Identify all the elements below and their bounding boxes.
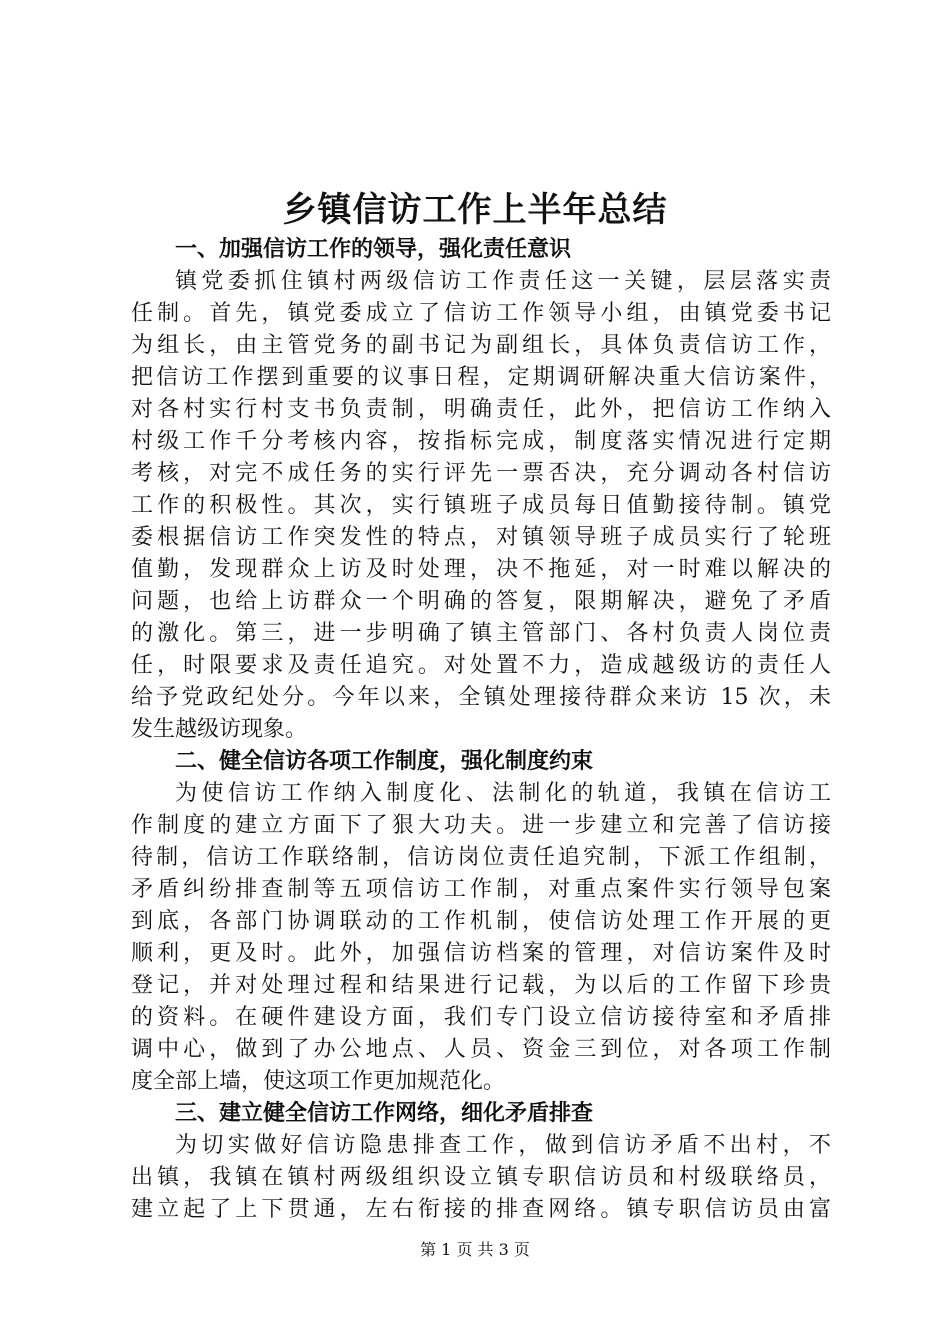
paragraph-line: 顺利，更及时。此外，加强信访档案的管理，对信访案件及时: [131, 941, 831, 966]
paragraph-line: 考核，对完不成任务的实行评先一票否决，充分调动各村信访: [131, 461, 831, 486]
paragraph-line: 给予党政纪处分。今年以来，全镇处理接待群众来访 15 次，未: [131, 685, 831, 710]
paragraph-line: 的资料。在硬件建设方面，我们专门设立信访接待室和矛盾排: [131, 1005, 831, 1030]
paragraph-line: 对各村实行村支书负责制，明确责任，此外，把信访工作纳入: [131, 397, 831, 422]
paragraph-line: 为使信访工作纳入制度化、法制化的轨道，我镇在信访工: [175, 781, 831, 806]
paragraph-line: 的激化。第三，进一步明确了镇主管部门、各村负责人岗位责: [131, 621, 831, 646]
paragraph-line: 到底，各部门协调联动的工作机制，使信访处理工作开展的更: [131, 909, 831, 934]
section-heading: 三、建立健全信访工作网络，细化矛盾排查: [175, 1101, 594, 1126]
paragraph-line: 矛盾纠纷排查制等五项信访工作制，对重点案件实行领导包案: [131, 877, 831, 902]
section-heading: 一、加强信访工作的领导，强化责任意识: [175, 237, 572, 262]
paragraph-line: 委根据信访工作突发性的特点，对镇领导班子成员实行了轮班: [131, 525, 831, 550]
paragraph-line: 待制，信访工作联络制，信访岗位责任追究制，下派工作组制，: [131, 845, 831, 870]
document-title: 乡镇信访工作上半年总结: [282, 190, 668, 230]
document-body: [131, 234, 831, 1226]
paragraph-line: 镇党委抓住镇村两级信访工作责任这一关键，层层落实责: [175, 269, 831, 294]
paragraph-line: 出镇，我镇在镇村两级组织设立镇专职信访员和村级联络员，: [131, 1165, 831, 1190]
paragraph-line: 发生越级访现象。: [131, 717, 308, 742]
paragraph-line: 作制度的建立方面下了狠大功夫。进一步建立和完善了信访接: [131, 813, 831, 838]
paragraph-line: 任，时限要求及责任追究。对处置不力，造成越级访的责任人: [131, 653, 831, 678]
paragraph-line: 建立起了上下贯通，左右衔接的排查网络。镇专职信访员由富: [131, 1197, 831, 1222]
paragraph-line: 为组长，由主管党务的副书记为副组长，具体负责信访工作，: [131, 333, 831, 358]
paragraph-line: 调中心，做到了办公地点、人员、资金三到位，对各项工作制: [131, 1037, 831, 1062]
paragraph-line: 把信访工作摆到重要的议事日程，定期调研解决重大信访案件，: [131, 365, 831, 390]
paragraph-line: 任制。首先，镇党委成立了信访工作领导小组，由镇党委书记: [131, 301, 831, 326]
paragraph-line: 村级工作千分考核内容，按指标完成，制度落实情况进行定期: [131, 429, 831, 454]
paragraph-line: 度全部上墙，使这项工作更加规范化。: [131, 1069, 506, 1094]
paragraph-line: 为切实做好信访隐患排查工作，做到信访矛盾不出村，不: [175, 1133, 831, 1158]
section-heading: 二、健全信访各项工作制度，强化制度约束: [175, 749, 594, 774]
page-footer: 第 1 页 共 3 页: [420, 1240, 530, 1259]
paragraph-line: 问题，也给上访群众一个明确的答复，限期解决，避免了矛盾: [131, 589, 831, 614]
paragraph-line: 值勤，发现群众上访及时处理，决不拖延，对一时难以解决的: [131, 557, 831, 582]
paragraph-line: 登记，并对处理过程和结果进行记载，为以后的工作留下珍贵: [131, 973, 831, 998]
paragraph-line: 工作的积极性。其次，实行镇班子成员每日值勤接待制。镇党: [131, 493, 831, 518]
